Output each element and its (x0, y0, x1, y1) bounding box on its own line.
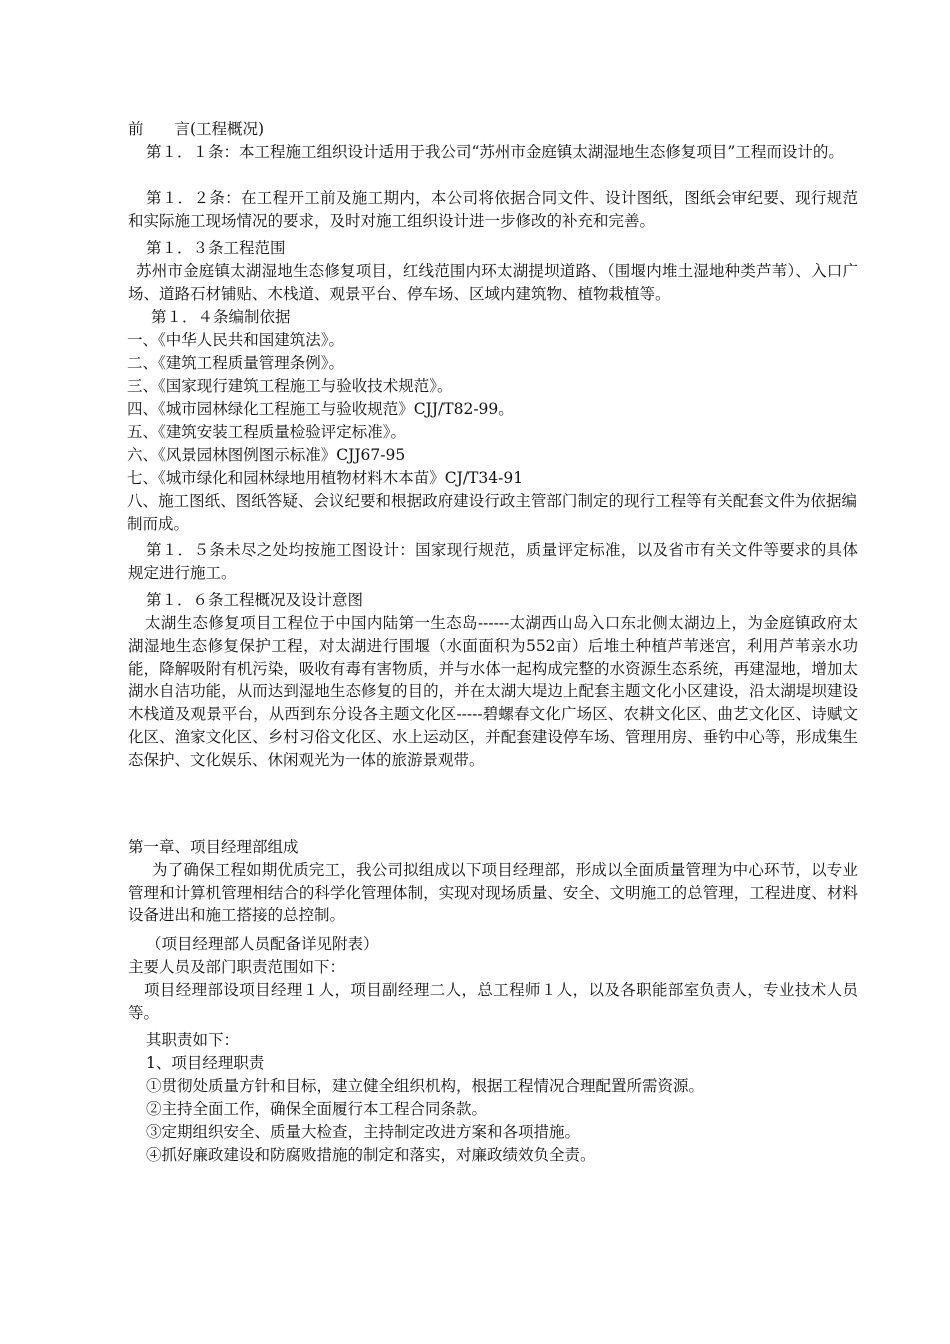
chapter-1-title: 第一章、项目经理部组成 (128, 838, 299, 856)
paragraph-1-1: 第１．１条：本工程施工组织设计适用于我公司“苏州市金庭镇太湖湿地生态修复项目”工程而设计的。 (146, 143, 844, 161)
duty-item-3: ③定期组织安全、质量大检查，主持制定改进方案和各项措施。 (146, 1123, 581, 1141)
heading-1-6: 第１．６条工程概况及设计意图 (146, 591, 364, 609)
duties-intro: 其职责如下： (146, 1031, 240, 1049)
heading-1-3: 第１．３条工程范围 (146, 239, 286, 257)
basis-item-7: 七、《城市绿化和园林绿地用植物材料木本苗》CJ/T34-91 (127, 469, 524, 487)
paragraph-1-5: 第１．５条未尽之处均按施工图设计：国家现行规范，质量评定标准，以及省市有关文件等要求的具体规定进行施工。 (128, 541, 858, 582)
basis-item-2: 二、《建筑工程质量管理条例》。 (127, 354, 345, 372)
preface-heading: 前 言(工程概况) (128, 120, 265, 138)
duty-item-1: ①贯彻处质量方针和目标，建立健全组织机构，根据工程情况合理配置所需资源。 (146, 1077, 705, 1095)
heading-main-staff: 主要人员及部门职责范围如下： (128, 958, 346, 976)
basis-item-1: 一、《中华人民共和国建筑法》。 (127, 331, 345, 349)
basis-item-6: 六、《风景园林图例图示标准》CJJ67-95 (127, 446, 406, 464)
paragraph-overview: 太湖生态修复项目工程位于中国内陆第一生态岛------太湖西山岛入口东北侧太湖边上，为金庭镇政府太湖湿地生态修复保护工程，对太湖进行围堰（水面面积为552亩）后堆土种植芦苇迷宫，利用芦苇亲水功能，降解吸附有机污染，吸收有毒有害物质，并与水体一起构成完整的水资源生态系统，再建湿地，增加太湖水自洁功能，从而达到湿地生态修复的目的，并在太湖大堤边上配套主题文化小区建设，沿太湖堤坝建设木栈道及观景平台，从西到东分设各主题文化区-----碧螺春文化广场区、农耕文化区、曲艺文化区、诗赋文化区、渔家文化区、乡村习俗文化区、水上运动区，并配套建设停车场、管理用房、垂钓中心等，形成集生态保护、文化娱乐、休闲观光为一体的旅游景观带。 (128, 614, 858, 769)
basis-item-3: 三、《国家现行建筑工程施工与验收技术规范》。 (127, 377, 453, 395)
duty-item-2: ②主持全面工作，确保全面履行本工程合同条款。 (146, 1100, 488, 1118)
duties-heading-pm: 1、项目经理职责 (146, 1054, 265, 1072)
basis-item-4: 四、《城市园林绿化工程施工与验收规范》CJJ/T82-99。 (127, 400, 514, 418)
heading-1-4: 第１．４条编制依据 (151, 308, 291, 326)
basis-item-8: 八、施工图纸、图纸答疑、会议纪要和根据政府建设行政主管部门制定的现行工程等有关配套文件为依据编制而成。 (127, 492, 857, 533)
paragraph-1-2: 第１．２条：在工程开工前及施工期内，本公司将依据合同文件、设计图纸，图纸会审纪要、现行规范和实际施工现场情况的要求，及时对施工组织设计进一步修改的补充和完善。 (128, 189, 858, 230)
paragraph-chapter-intro: 为了确保工程如期优质完工，我公司拟组成以下项目经理部，形成以全面质量管理为中心环节，以专业管理和计算机管理相结合的科学化管理体制，实现对现场质量、安全、文明施工的总管理，工程进度、材料设备进出和施工搭接的总控制。 (128, 861, 858, 925)
note-staffing-table: （项目经理部人员配备详见附表） (146, 935, 379, 953)
paragraph-staffing: 项目经理部设项目经理１人，项目副经理二人，总工程师１人，以及各职能部室负责人，专业技术人员等。 (128, 981, 858, 1022)
paragraph-scope: 苏州市金庭镇太湖湿地生态修复项目，红线范围内环太湖提坝道路、（围堰内堆土湿地种类芦苇）、入口广场、道路石材铺贴、木栈道、观景平台、停车场、区域内建筑物、植物栽植等。 (128, 262, 858, 303)
duty-item-4: ④抓好廉政建设和防腐败措施的制定和落实，对廉政绩效负全责。 (146, 1146, 596, 1164)
basis-item-5: 五、《建筑安装工程质量检验评定标准》。 (127, 423, 407, 441)
